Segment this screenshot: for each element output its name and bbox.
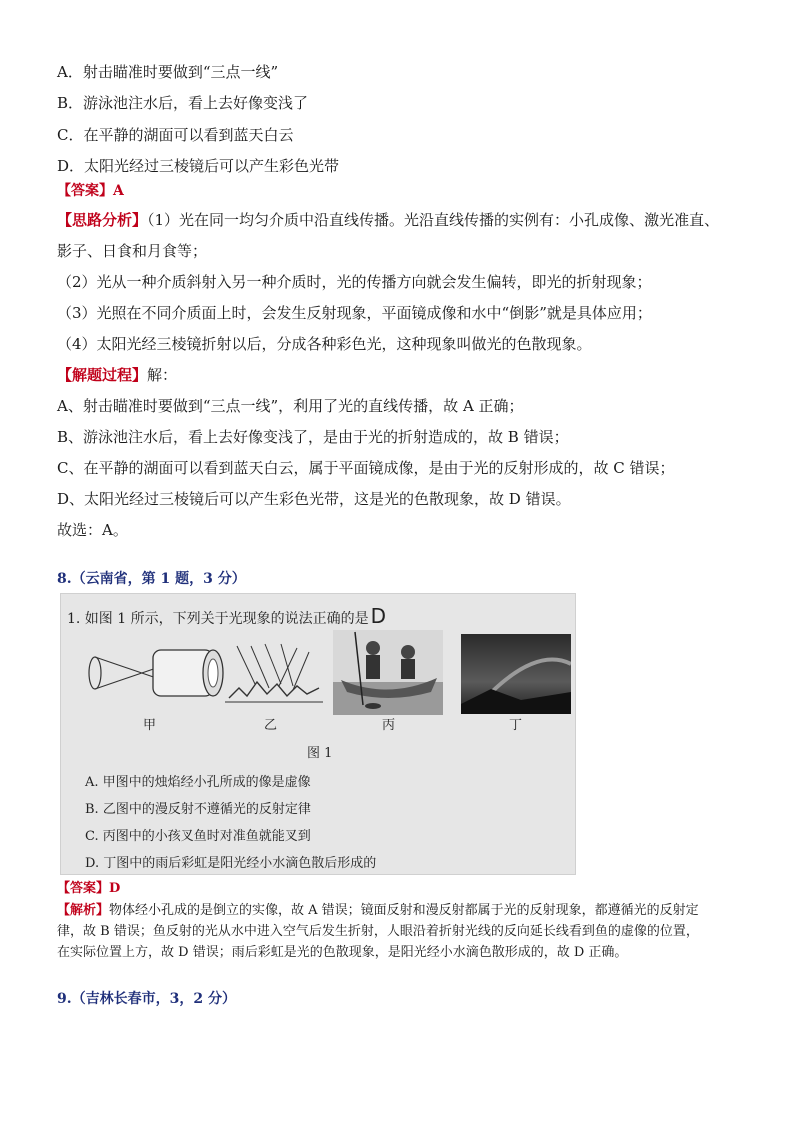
caption-bing: 丙 xyxy=(382,718,396,733)
q8-option-d: D. 丁图中的雨后彩虹是阳光经小水滴色散后形成的 xyxy=(85,856,377,871)
q8-explain-tag: 【解析】 xyxy=(57,903,110,918)
q8-option-a: A. 甲图中的烛焰经小孔所成的像是虚像 xyxy=(85,775,311,790)
analysis-line-5: （4）太阳光经三棱镜折射以后，分成各种彩色光，这种现象叫做光的色散现象。 xyxy=(57,335,592,353)
handwritten-answer: D xyxy=(370,604,387,628)
q8-answer-value: D xyxy=(109,881,121,896)
process-tag: 【解题过程】 xyxy=(57,366,148,384)
q8-question-text xyxy=(67,604,386,628)
answer-tag: 【答案】 xyxy=(57,183,113,199)
q8-explain-line-1 xyxy=(57,900,699,921)
analysis-tag: 【思路分析】 xyxy=(57,211,148,229)
q8-explain-line-3: 在实际位置上方，故 D 错误；雨后彩虹是光的色散现象，是阳光经小水滴色散形成的，故 D 正确。 xyxy=(57,945,628,960)
figure-rainbow-icon xyxy=(461,634,571,714)
answer-line-1 xyxy=(57,181,124,201)
process-choose: 故选：A。 xyxy=(57,521,128,539)
q8-scanned-image xyxy=(60,593,576,875)
answer-value: A xyxy=(113,183,124,199)
analysis-line-3: （2）光从一种介质斜射入另一种介质时，光的传播方向就会发生偏转，即光的折射现象； xyxy=(57,273,652,291)
process-lead: 解： xyxy=(147,366,178,384)
caption-jia: 甲 xyxy=(143,718,157,733)
process-line-c: C、在平静的湖面可以看到蓝天白云，属于平面镜成像，是由于光的反射形成的，故 C 错误； xyxy=(57,459,675,477)
option-b: B．游泳池注水后，看上去好像变浅了 xyxy=(57,94,309,112)
q8-option-b: B. 乙图中的漫反射不遵循光的反射定律 xyxy=(85,802,311,817)
analysis-line-2: 影子、日食和月食等； xyxy=(57,242,208,260)
option-c: C．在平静的湖面可以看到蓝天白云 xyxy=(57,126,294,144)
process-line-b: B、游泳池注水后，看上去好像变浅了，是由于光的折射造成的，故 B 错误； xyxy=(57,428,569,446)
q8-explain-text-1: 物体经小孔成的是倒立的实像，故 A 错误；镜面反射和漫反射都属于光的反射现象，都遵循光的反射定 xyxy=(109,903,699,918)
process-line-a: A、射击瞄准时要做到“三点一线”，利用了光的直线传播，故 A 正确； xyxy=(57,397,524,415)
q9-header: 9.（吉林长春市，3，2 分） xyxy=(57,991,236,1007)
q8-option-c: C. 丙图中的小孩叉鱼时对准鱼就能叉到 xyxy=(85,829,311,844)
option-a: A．射击瞄准时要做到“三点一线” xyxy=(57,63,279,81)
process-line-d: D、太阳光经过三棱镜后可以产生彩色光带，这是光的色散现象，故 D 错误。 xyxy=(57,490,571,508)
figure-diffuse-reflection-icon xyxy=(225,638,325,713)
analysis-text-1: （1）光在同一均匀介质中沿直线传播。光沿直线传播的实例有：小孔成像、激光准直、 xyxy=(147,211,720,229)
analysis-line-4: （3）光照在不同介质面上时，会发生反射现象，平面镜成像和水中“倒影”就是具体应用； xyxy=(57,304,652,322)
process-header xyxy=(57,365,177,385)
option-d: D．太阳光经过三棱镜后可以产生彩色光带 xyxy=(57,157,340,175)
q8-explain-line-2: 律，故 B 错误；鱼反射的光从水中进入空气后发生折射，人眼沿着折射光线的反向延长线看到鱼的虚像的位置， xyxy=(57,924,699,939)
caption-yi: 乙 xyxy=(264,718,278,733)
caption-ding: 丁 xyxy=(509,718,523,733)
figure-spearfishing-icon xyxy=(333,630,443,715)
q8-answer-line xyxy=(57,879,120,899)
figure-caption: 图 1 xyxy=(307,746,333,761)
q8-answer-tag: 【答案】 xyxy=(57,881,110,896)
figure-pinhole-icon xyxy=(83,638,233,708)
q8-question: 1. 如图 1 所示，下列关于光现象的说法正确的是 xyxy=(67,611,369,627)
analysis-line-1 xyxy=(57,210,719,230)
q8-header: 8.（云南省，第 1 题，3 分） xyxy=(57,571,246,587)
